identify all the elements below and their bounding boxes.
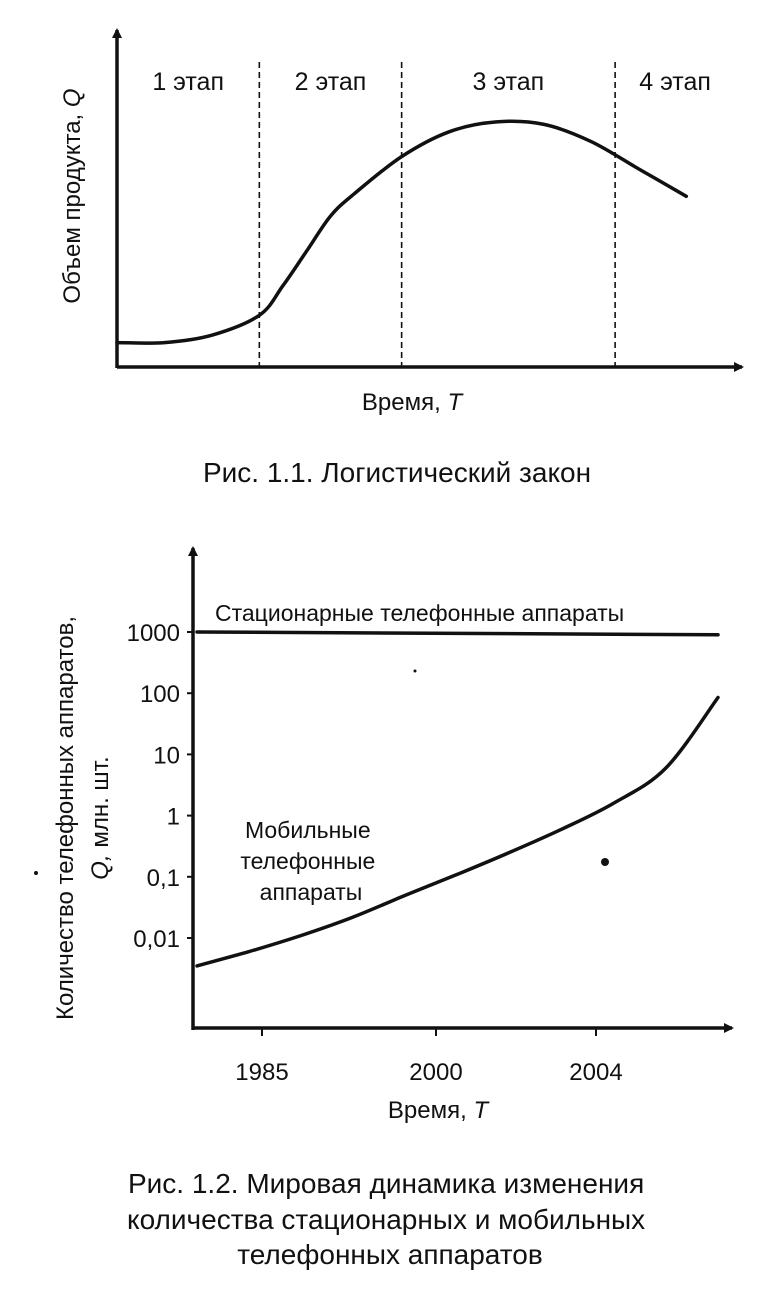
chart1-stage-dividers: [259, 62, 615, 367]
scan-speck: [601, 858, 609, 866]
scan-speck: [34, 871, 38, 875]
chart1-y-axis-title: Объем продукта, Q: [59, 88, 86, 304]
phones-chart: [52, 548, 732, 1270]
y-tick-label: 10: [153, 742, 180, 770]
chart2-y-axis-title-line-1: Количество телефонных аппаратов,: [52, 615, 79, 1021]
x-tick-label: 1985: [235, 1059, 289, 1086]
stage-label: 4 этап: [639, 68, 711, 96]
y-tick-label: 1: [166, 803, 180, 831]
y-tick-label: 0,1: [146, 864, 180, 892]
chart1-x-axis-title: Время, T: [361, 389, 463, 416]
x-tick-label: 2004: [569, 1059, 623, 1086]
y-tick-label: 100: [139, 681, 180, 709]
chart2-caption-line-2: количества стационарных и мобильных: [127, 1204, 646, 1235]
stage-label: 3 этап: [472, 68, 545, 96]
chart1-stage-labels: [152, 68, 711, 96]
chart2-y-ticks: [127, 620, 194, 953]
stage-label: 1 этап: [152, 68, 224, 96]
mobile-series-label-line-2: телефонные: [240, 848, 376, 874]
chart2-y-axis-title-line-2: Q, млн. шт.: [87, 756, 114, 880]
mobile-series-label-line-1: Мобильные: [244, 817, 371, 843]
scan-speck: [414, 670, 417, 673]
x-tick-label: 2000: [409, 1059, 463, 1086]
mobile-series-label: [240, 817, 381, 905]
landline-series-line: [197, 632, 718, 635]
landline-series-label: Стационарные телефонные аппараты: [215, 600, 625, 626]
stage-label: 2 этап: [294, 68, 367, 96]
logistic-chart: [59, 30, 742, 488]
chart2-x-ticks: [235, 1028, 622, 1086]
chart2-x-axis-title: Время, T: [387, 1097, 489, 1124]
y-tick-label: 1000: [126, 620, 180, 647]
chart2-caption: [127, 1168, 653, 1270]
chart2-caption-line-3: телефонных аппаратов: [237, 1239, 543, 1270]
chart1-caption: Рис. 1.1. Логистический закон: [202, 457, 592, 488]
mobile-series-label-line-3: аппараты: [259, 879, 363, 905]
y-tick-label: 0,01: [133, 926, 180, 953]
chart2-caption-line-1: Рис. 1.2. Мировая динамика изменения: [127, 1168, 645, 1199]
